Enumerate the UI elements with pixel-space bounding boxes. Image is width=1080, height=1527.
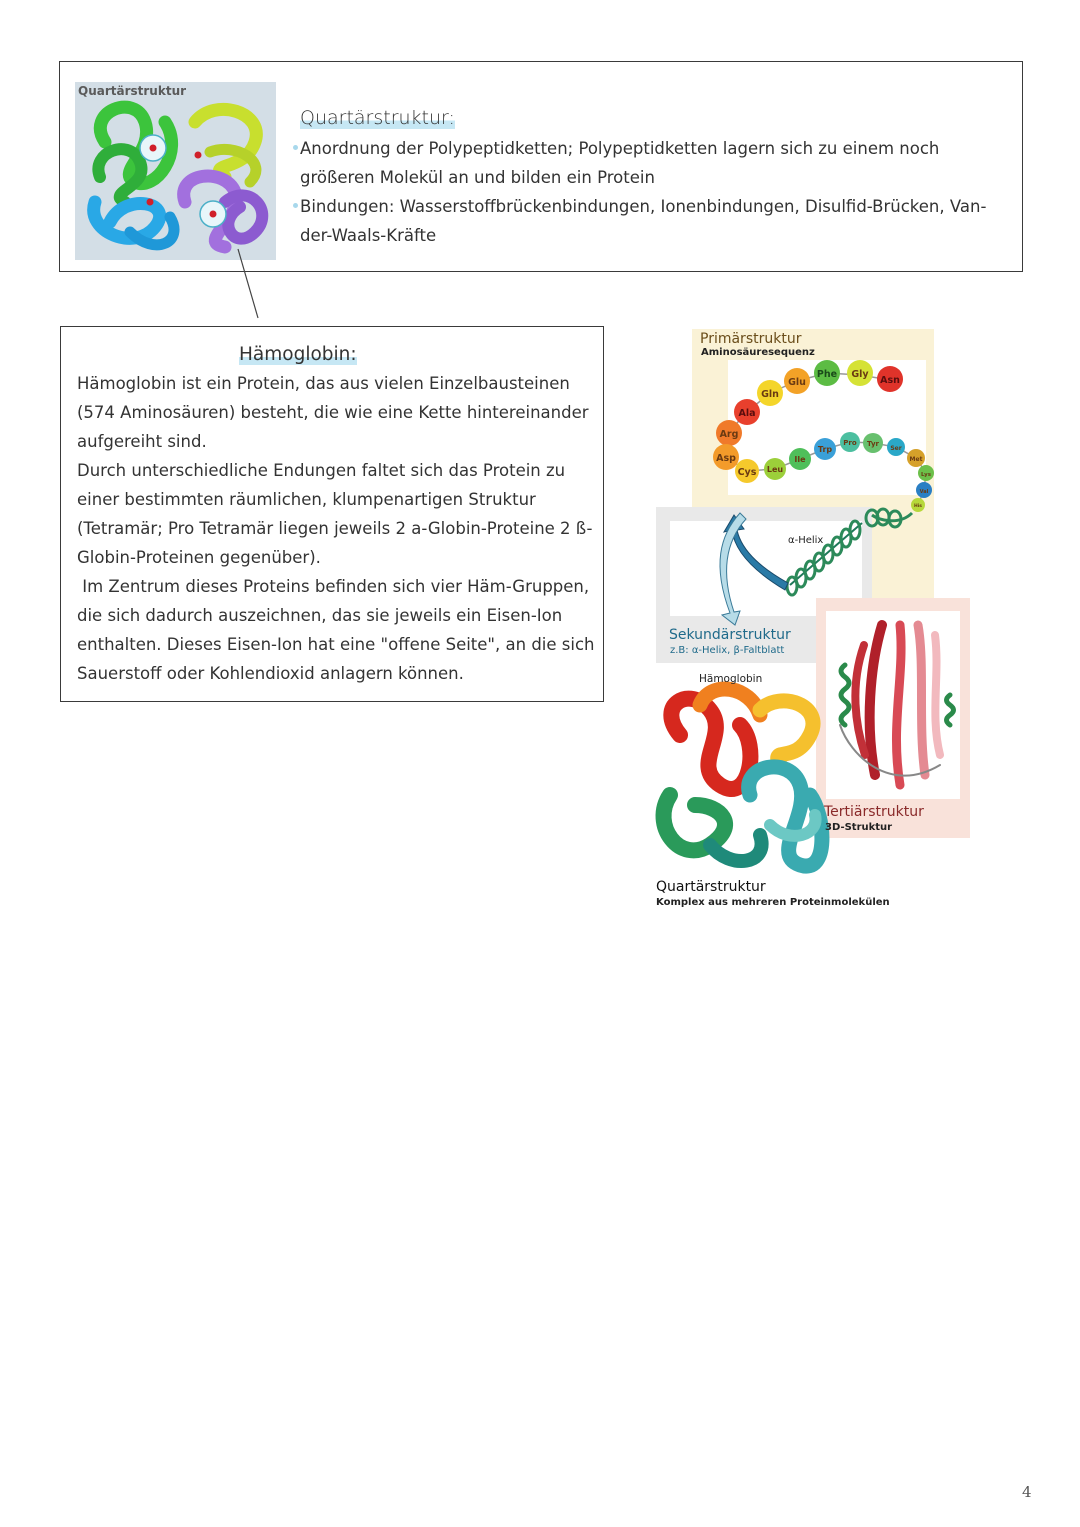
- secondary-title: Sekundärstruktur: [669, 627, 791, 643]
- amino-acid-label: Ile: [794, 455, 806, 464]
- thumbnail-label: Quartärstruktur: [78, 84, 187, 98]
- page-number: 4: [1022, 1483, 1032, 1501]
- list-item: Anordnung der Polypeptidketten; Polypeptidketten lagern sich zu einem noch größeren Molekül an und bilden ein Protein: [300, 134, 1010, 192]
- amino-acid-label: Met: [909, 456, 923, 463]
- paragraph: Durch unterschiedliche Endungen faltet sich das Protein zu einer bestimmten räumlichen, klumpenartigen Struktur (Tetramär; Pro Tetramär liegen jeweils 2 a-Globin-Proteine 2 ß-Globin-Proteinen gegenüber).: [77, 461, 593, 567]
- haemoglobin-label: Hämoglobin: [699, 673, 763, 685]
- amino-acid-label: Tyr: [867, 440, 879, 448]
- tertiary-title: Tertiärstruktur: [824, 804, 924, 820]
- amino-acid-label: Asp: [716, 453, 736, 464]
- haemoglobin-text: [77, 369, 600, 688]
- amino-acid-label: Lys: [921, 472, 931, 478]
- paragraph: Im Zentrum dieses Proteins befinden sich vier Häm-Gruppen, die sich dadurch auszeichnen, das sie jeweils ein Eisen-Ion enthalten. Dieses Eisen-Ion hat eine "offene Seite", an die sich Sauerstoff oder Kohlendioxid anlagern können.: [77, 577, 600, 683]
- amino-acid-label: Pro: [843, 439, 857, 447]
- haemoglobin-box: [60, 326, 604, 702]
- list-item: Bindungen: Wasserstoffbrückenbindungen, Ionenbindungen, Disulfid-Brücken, Van-der-Waals-Kräfte: [300, 192, 1010, 250]
- quart-subtitle: Komplex aus mehreren Proteinmolekülen: [656, 897, 890, 908]
- secondary-subtitle: z.B: α-Helix, β-Faltblatt: [670, 645, 785, 656]
- amino-acid-label: Val: [919, 489, 929, 495]
- quart-title: Quartärstruktur: [656, 879, 766, 895]
- amino-acid-label: His: [914, 504, 922, 509]
- amino-acid-label: Cys: [737, 467, 757, 478]
- protein-structure-diagram: [650, 325, 980, 915]
- connector-line: [0, 0, 1080, 340]
- amino-acid-label: Glu: [788, 377, 806, 388]
- primary-subtitle: Aminosäuresequenz: [701, 347, 815, 358]
- amino-acid-label: Phe: [816, 369, 838, 380]
- helix-label: α-Helix: [788, 535, 824, 546]
- amino-acid-label: Arg: [719, 429, 739, 440]
- amino-acid-label: Gly: [851, 369, 869, 380]
- primary-title: Primärstruktur: [700, 331, 802, 347]
- amino-acid-label: Trp: [817, 445, 833, 454]
- amino-acid-label: Gln: [761, 389, 779, 400]
- quartaerstruktur-heading: Quartärstruktur:: [300, 107, 455, 129]
- paragraph: Hämoglobin ist ein Protein, das aus vielen Einzelbausteinen (574 Aminosäuren) besteht, die wie eine Kette hintereinander aufgereiht sind.: [77, 374, 589, 451]
- haemoglobin-illustration: [664, 689, 822, 866]
- amino-acid-label: Asn: [880, 375, 900, 386]
- amino-acid-label: Leu: [766, 465, 784, 474]
- amino-acid-label: Ala: [738, 408, 756, 419]
- tertiary-subtitle: 3D-Struktur: [825, 822, 893, 833]
- amino-acid-label: Ser: [890, 445, 902, 452]
- haemoglobin-heading: Hämoglobin:: [239, 344, 357, 365]
